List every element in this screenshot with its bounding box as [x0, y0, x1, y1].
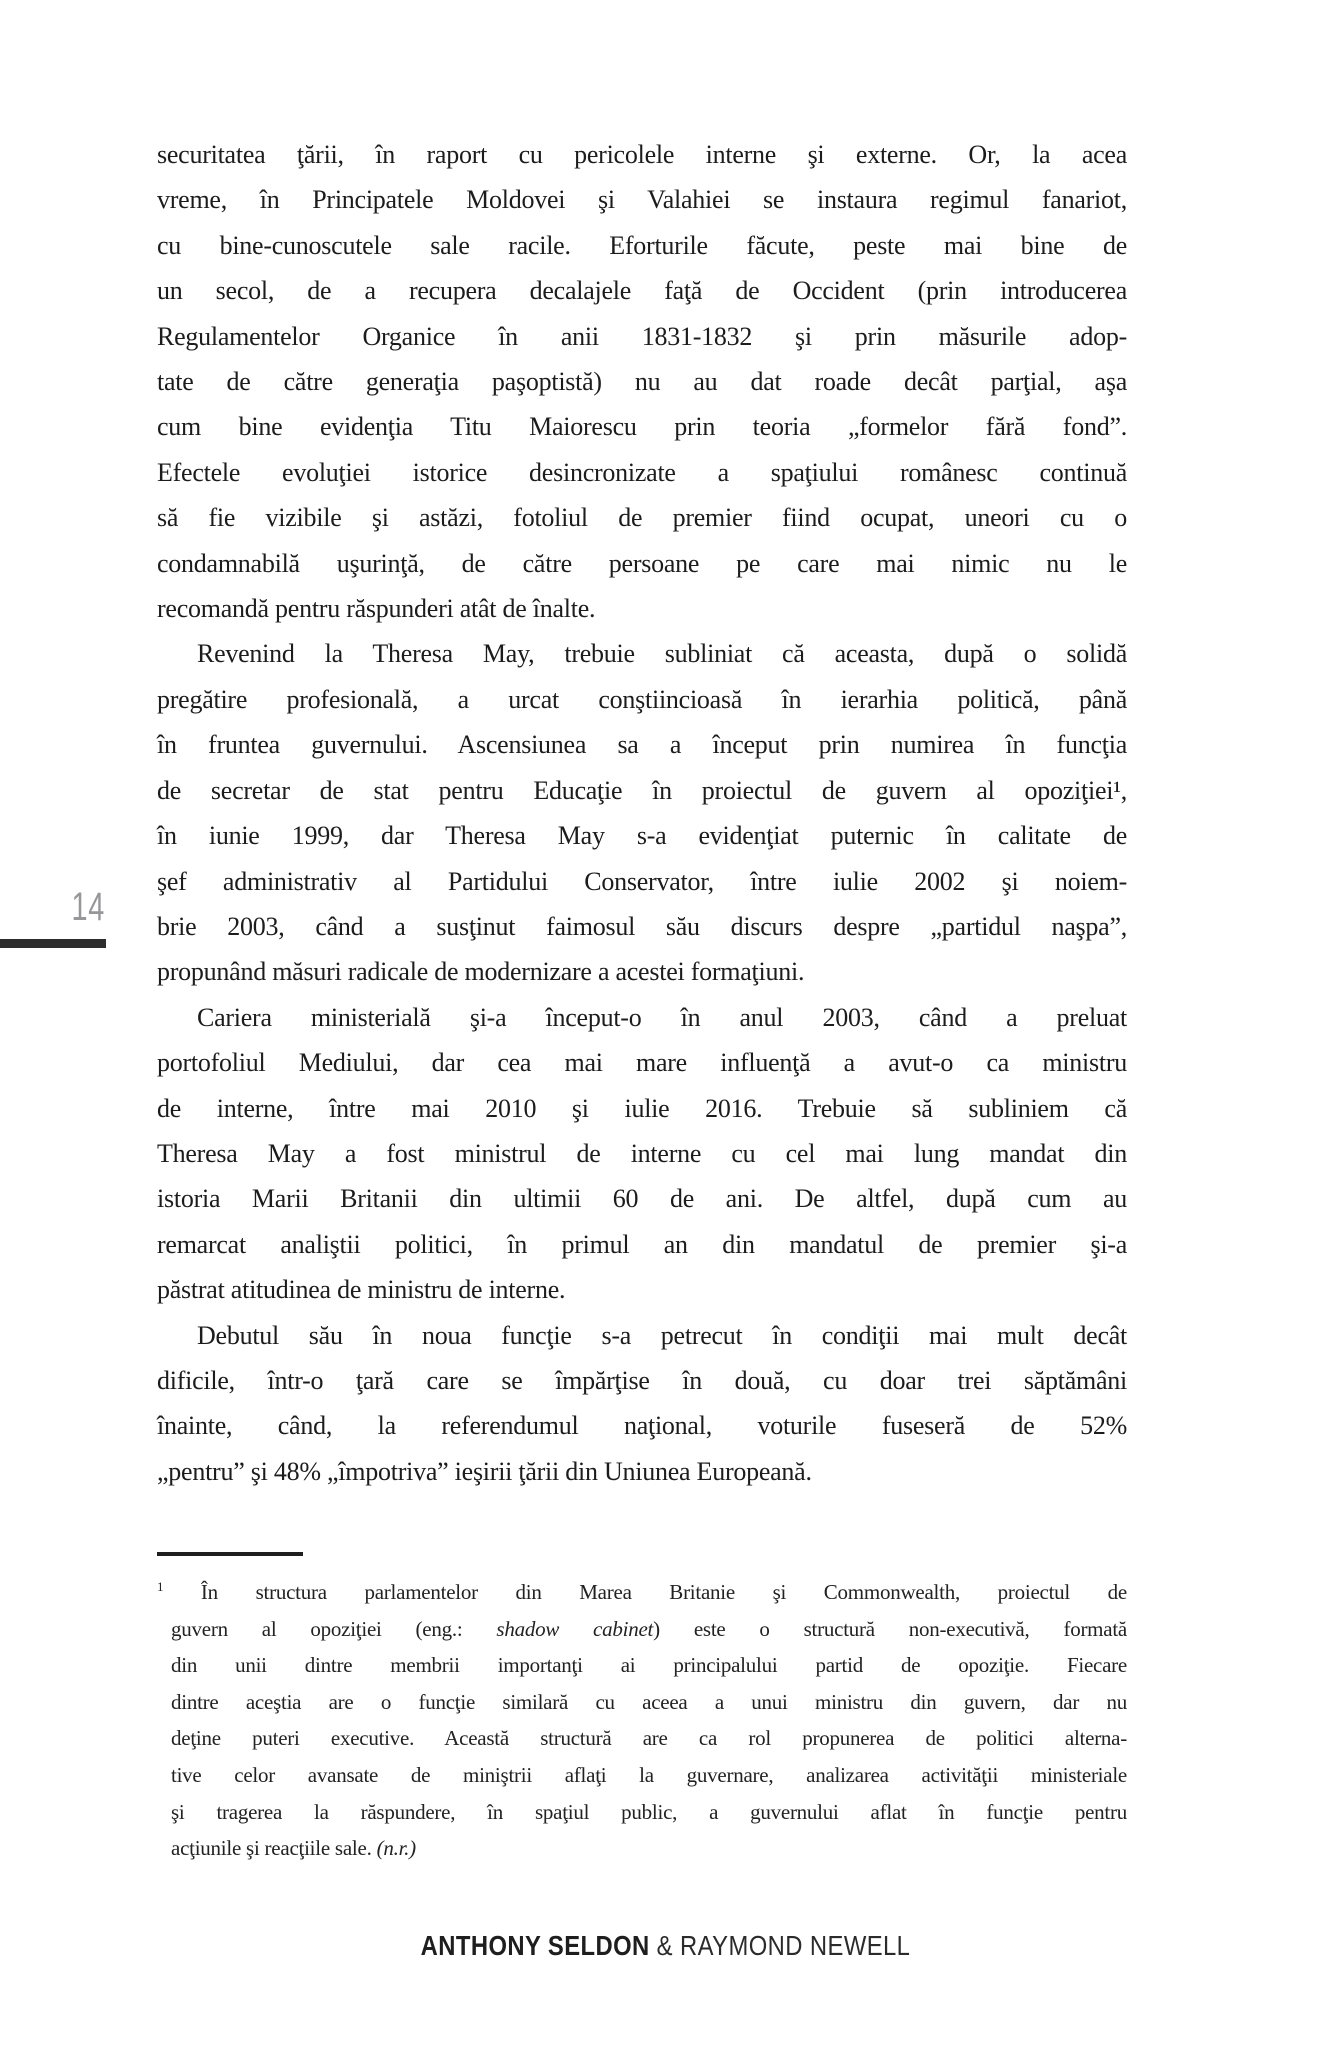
footer-author-primary: ANTHONY SELDON — [420, 1930, 650, 1961]
body-text-line: portofoliul Mediului, dar cea mai mare influenţă a avut-o ca ministru — [157, 1048, 1127, 1078]
body-text — [157, 132, 1127, 1494]
body-text-line: propunând măsuri radicale de modernizare a acestei formaţiuni. — [157, 957, 805, 987]
body-text-line: de secretar de stat pentru Educaţie în proiectul de guvern al opoziţiei¹, — [157, 775, 1127, 805]
footnote-line: $^1$ În structura parlamentelor din Marea Britanie şi Commonwealth, proiectul de — [157, 1579, 1127, 1604]
body-text-line: să fie vizibile şi astăzi, fotoliul de premier fiind ocupat, uneori cu o — [157, 503, 1127, 533]
body-text-line: înainte, când, la referendumul naţional, voturile fuseseră de 52% — [157, 1411, 1127, 1441]
body-text-line: Regulamentelor Organice în anii 1831-1832 şi prin măsurile adop- — [157, 321, 1127, 351]
footer-author-secondary: & RAYMOND NEWELL — [649, 1930, 911, 1961]
page-number: 14 — [71, 885, 105, 929]
body-text-line: şef administrativ al Partidului Conservator, între iulie 2002 şi noiem- — [157, 866, 1127, 896]
body-text-line: recomandă pentru răspunderi atât de înalte. — [157, 594, 596, 624]
body-text-line: dificile, într-o ţară care se împărţise în două, cu doar trei săptămâni — [157, 1365, 1127, 1395]
footnote-line: din unii dintre membrii importanţi ai principalului partid de opoziţie. Fiecare — [171, 1653, 1127, 1678]
footnote-line: dintre aceştia are o funcţie similară cu aceea a unui ministru din guvern, dar nu — [171, 1689, 1127, 1714]
body-text-line: vreme, în Principatele Moldovei şi Valahiei se instaura regimul fanariot, — [157, 185, 1127, 215]
body-text-line: remarcat analiştii politici, în primul an din mandatul de premier şi-a — [157, 1229, 1127, 1259]
body-text-line: Debutul său în noua funcţie s-a petrecut în condiţii mai mult decât — [197, 1320, 1127, 1350]
body-text-line: tate de către generaţia paşoptistă) nu au dat roade decât parţial, aşa — [157, 367, 1127, 397]
body-text-line: de interne, între mai 2010 şi iulie 2016. Trebuie să subliniem că — [157, 1093, 1127, 1123]
body-text-line: brie 2003, când a susţinut faimosul său discurs despre „partidul naşpa”, — [157, 911, 1127, 941]
body-text-line: Theresa May a fost ministrul de interne cu cel mai lung mandat din — [157, 1138, 1127, 1168]
page-number-rule — [0, 939, 106, 948]
running-footer — [100, 1930, 1231, 1962]
body-text-line: Cariera ministerială şi-a început-o în anul 2003, când a preluat — [197, 1002, 1127, 1032]
body-text-line: Revenind la Theresa May, trebuie subliniat că aceasta, după o solidă — [197, 639, 1127, 669]
footnote — [157, 1574, 1127, 1867]
body-text-line: „pentru” şi 48% „împotriva” ieşirii ţării din Uniunea Europeană. — [157, 1456, 812, 1486]
body-text-line: un secol, de a recupera decalajele faţă de Occident (prin introducerea — [157, 276, 1127, 306]
body-text-line: Efectele evoluţiei istorice desincronizate a spaţiului românesc continuă — [157, 457, 1127, 487]
footnote-line: deţine puteri executive. Această structură are ca rol propunerea de politici alterna- — [171, 1726, 1127, 1751]
body-text-line: pregătire profesională, a urcat conştiincioasă în ierarhia politică, până — [157, 684, 1127, 714]
body-text-line: cu bine-cunoscutele sale racile. Eforturile făcute, peste mai bine de — [157, 230, 1127, 260]
body-text-line: istoria Marii Britanii din ultimii 60 de ani. De altfel, după cum au — [157, 1184, 1127, 1214]
footnote-line: şi tragerea la răspundere, în spaţiul public, a guvernului aflat în funcţie pentru — [171, 1799, 1127, 1824]
footnote-separator-rule — [157, 1552, 303, 1556]
body-text-line: condamnabilă uşurinţă, de către persoane pe care mai nimic nu le — [157, 548, 1127, 578]
body-text-line: în iunie 1999, dar Theresa May s-a evidenţiat puternic în calitate de — [157, 821, 1127, 851]
body-text-line: cum bine evidenţia Titu Maiorescu prin teoria „formelor fără fond”. — [157, 412, 1127, 442]
body-text-line: păstrat atitudinea de ministru de interne. — [157, 1275, 566, 1305]
footnote-line: acţiunile şi reacţiile sale. (n.r.) — [171, 1836, 416, 1861]
footnote-line: tive celor avansate de miniştrii aflaţi la guvernare, analizarea activităţii ministeriale — [171, 1762, 1127, 1787]
body-text-line: securitatea ţării, în raport cu pericolele interne şi externe. Or, la acea — [157, 140, 1127, 169]
footnote-line: guvern al opoziţiei (eng.: shadow cabinet) este o structură non-executivă, formată — [171, 1616, 1127, 1641]
body-text-line: în fruntea guvernului. Ascensiunea sa a început prin numirea în funcţia — [157, 730, 1127, 760]
